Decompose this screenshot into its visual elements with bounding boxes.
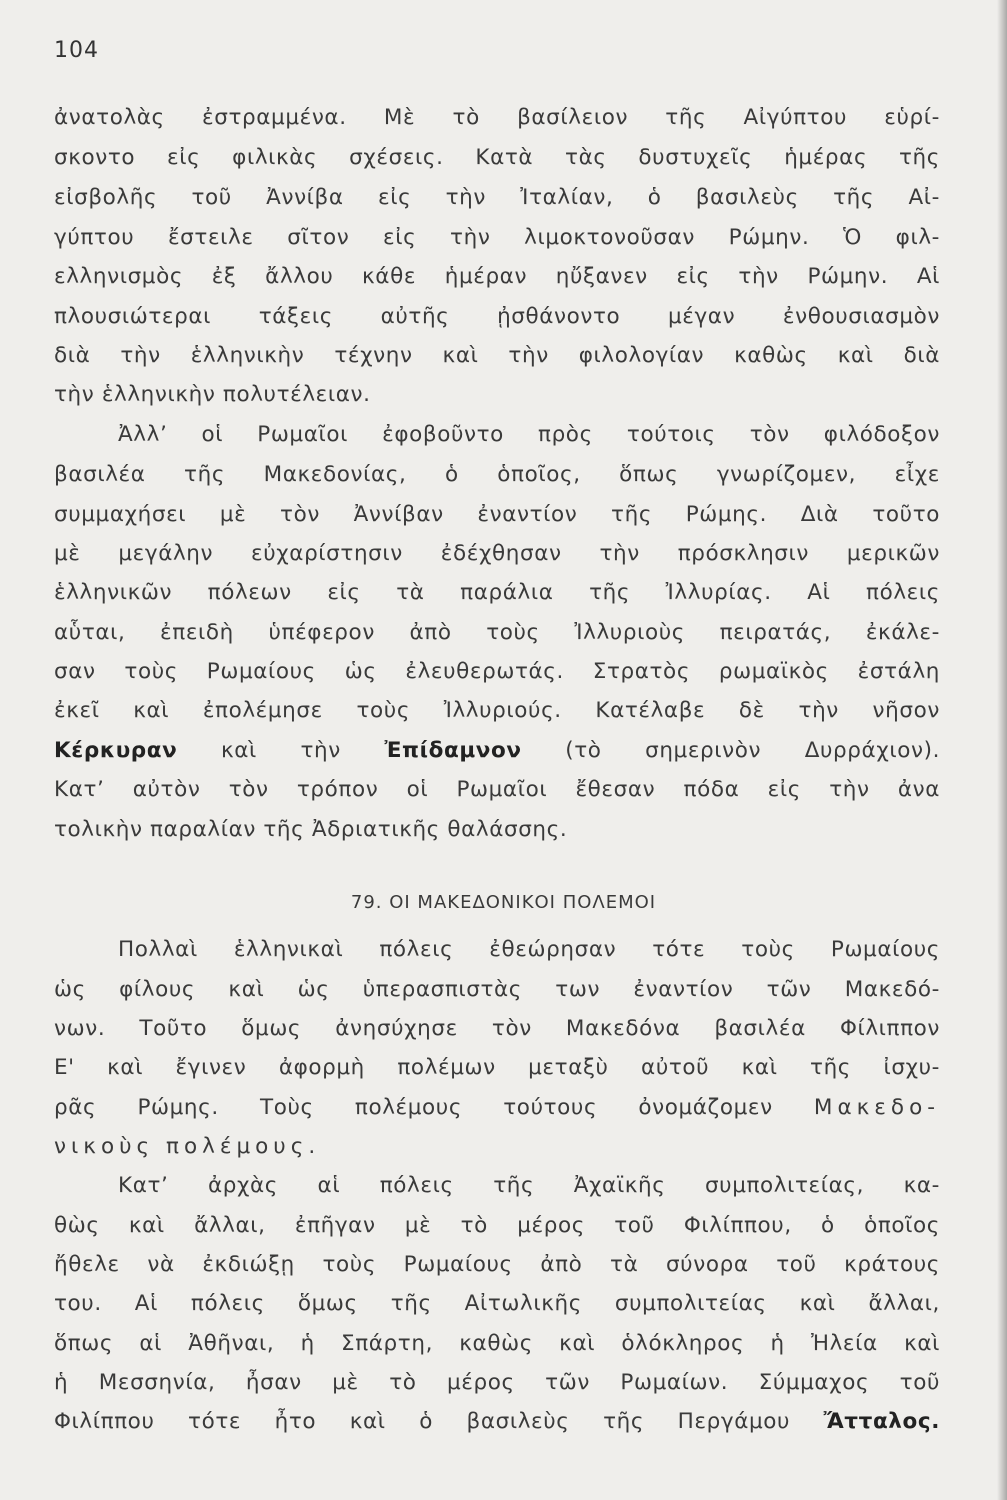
page-number: 104: [54, 38, 99, 63]
text-line: Κατ’ ἀρχὰς αἱ πόλεις τῆς Ἀχαϊκῆς συμπολιτείας, κα-: [118, 1173, 940, 1198]
text-line: ἑλληνικῶν πόλεων εἰς τὰ παράλια τῆς Ἰλλυρίας. Αἱ πόλεις: [54, 580, 940, 605]
text-line: Ἀλλ’ οἱ Ρωμαῖοι ἐφοβοῦντο πρὸς τούτοις τὸν φιλόδοξον: [118, 422, 940, 447]
bold-term-kerkyra: Κέρκυραν: [54, 738, 178, 763]
text-line: πλουσιώτεραι τάξεις αὐτῆς ᾐσθάνοντο μέγαν ἐνθουσιασμὸν: [54, 304, 940, 329]
text-line: σαν τοὺς Ρωμαίους ὡς ἐλευθερωτάς. Στρατὸς ρωμαϊκὸς ἐστάλη: [54, 659, 940, 684]
text-segment: (τὸ σημερινὸν Δυρράχιον).: [521, 738, 941, 763]
text-line: αὗται, ἐπειδὴ ὑπέφερον ἀπὸ τοὺς Ἰλλυριοὺς πειρατάς, ἐκάλε-: [54, 620, 940, 645]
text-segment: καὶ τὴν: [177, 738, 385, 763]
text-line: γύπτου ἔστειλε σῖτον εἰς τὴν λιμοκτονοῦσαν Ρώμην. Ὁ φιλ-: [54, 225, 940, 250]
spaced-term: Μακεδο-: [813, 1095, 940, 1120]
text-line: βασιλέα τῆς Μακεδονίας, ὁ ὁποῖος, ὅπως γνωρίζομεν, εἶχε: [54, 462, 940, 487]
text-line: ἀνατολὰς ἐστραμμένα. Μὲ τὸ βασίλειον τῆς Αἰγύπτου εὑρί-: [54, 105, 940, 130]
text-line: ἤθελε νὰ ἐκδιώξῃ τοὺς Ρωμαίους ἀπὸ τὰ σύνορα τοῦ κράτους: [54, 1252, 940, 1277]
text-line: ἡ Μεσσηνία, ἦσαν μὲ τὸ μέρος τῶν Ρωμαίων. Σύμμαχος τοῦ: [54, 1370, 940, 1395]
text-line: [54, 1407, 940, 1437]
text-line: ελληνισμὸς ἐξ ἄλλου κάθε ἡμέραν ηὔξανεν εἰς τὴν Ρώμην. Αἱ: [54, 264, 940, 289]
text-line: σκοντο εἰς φιλικὰς σχέσεις. Κατὰ τὰς δυστυχεῖς ἡμέρας τῆς: [54, 145, 940, 170]
text-line: Κατ’ αὐτὸν τὸν τρόπον οἱ Ρωμαῖοι ἔθεσαν πόδα εἰς τὴν ἀνα: [54, 777, 940, 802]
text-line: τὴν ἑλληνικὴν πολυτέλειαν.: [54, 382, 371, 407]
text-line: ἐκεῖ καὶ ἐπολέμησε τοὺς Ἰλλυριούς. Κατέλαβε δὲ τὴν νῆσον: [54, 698, 940, 723]
bold-term-epidamnos: Ἐπίδαμνον: [384, 738, 522, 763]
text-line: διὰ τὴν ἑλληνικὴν τέχνην καὶ τὴν φιλολογίαν καθὼς καὶ διὰ: [54, 343, 940, 368]
text-line: [54, 1093, 940, 1123]
text-line: εἰσβολῆς τοῦ Ἀννίβα εἰς τὴν Ἰταλίαν, ὁ βασιλεὺς τῆς Αἰ-: [54, 185, 940, 210]
text-line: Ε' καὶ ἔγινεν ἀφορμὴ πολέμων μεταξὺ αὐτοῦ καὶ τῆς ἰσχυ-: [54, 1055, 940, 1080]
text-line: [54, 736, 940, 766]
text-line: του. Αἱ πόλεις ὅμως τῆς Αἰτωλικῆς συμπολιτείας καὶ ἄλλαι,: [54, 1291, 940, 1316]
text-line: θὼς καὶ ἄλλαι, ἐπῆγαν μὲ τὸ μέρος τοῦ Φιλίππου, ὁ ὁποῖος: [54, 1213, 940, 1238]
page-edge-shadow: [997, 0, 1007, 1500]
text-segment: Φιλίππου τότε ἦτο καὶ ὁ βασιλεὺς τῆς Περγάμου: [54, 1409, 824, 1434]
text-line: Πολλαὶ ἑλληνικαὶ πόλεις ἐθεώρησαν τότε τοὺς Ρωμαίους: [118, 937, 940, 962]
spaced-term: νικοὺς πολέμους.: [54, 1134, 321, 1159]
text-line: ὡς φίλους καὶ ὡς ὑπερασπιστὰς των ἐναντίον τῶν Μακεδό-: [54, 977, 940, 1002]
text-line: συμμαχήσει μὲ τὸν Ἀννίβαν ἐναντίον τῆς Ρώμης. Διὰ τοῦτο: [54, 502, 940, 527]
text-line: μὲ μεγάλην εὐχαρίστησιν ἐδέχθησαν τὴν πρόσκλησιν μερικῶν: [54, 541, 940, 566]
text-line: ὅπως αἱ Ἀθῆναι, ἡ Σπάρτη, καθὼς καὶ ὁλόκληρος ἡ Ἠλεία καὶ: [54, 1331, 940, 1356]
bold-term-attalos: Ἄτταλος.: [823, 1409, 940, 1434]
text-line: τολικὴν παραλίαν τῆς Ἀδριατικῆς θαλάσσης.: [54, 817, 568, 842]
text-segment: ρᾶς Ρώμης. Τοὺς πολέμους τούτους ὀνομάζομεν: [54, 1095, 814, 1120]
text-line: νων. Τοῦτο ὅμως ἀνησύχησε τὸν Μακεδόνα βασιλέα Φίλιππον: [54, 1016, 940, 1041]
section-heading: 79. ΟΙ ΜΑΚΕΔΟΝΙΚΟΙ ΠΟΛΕΜΟΙ: [350, 892, 657, 913]
